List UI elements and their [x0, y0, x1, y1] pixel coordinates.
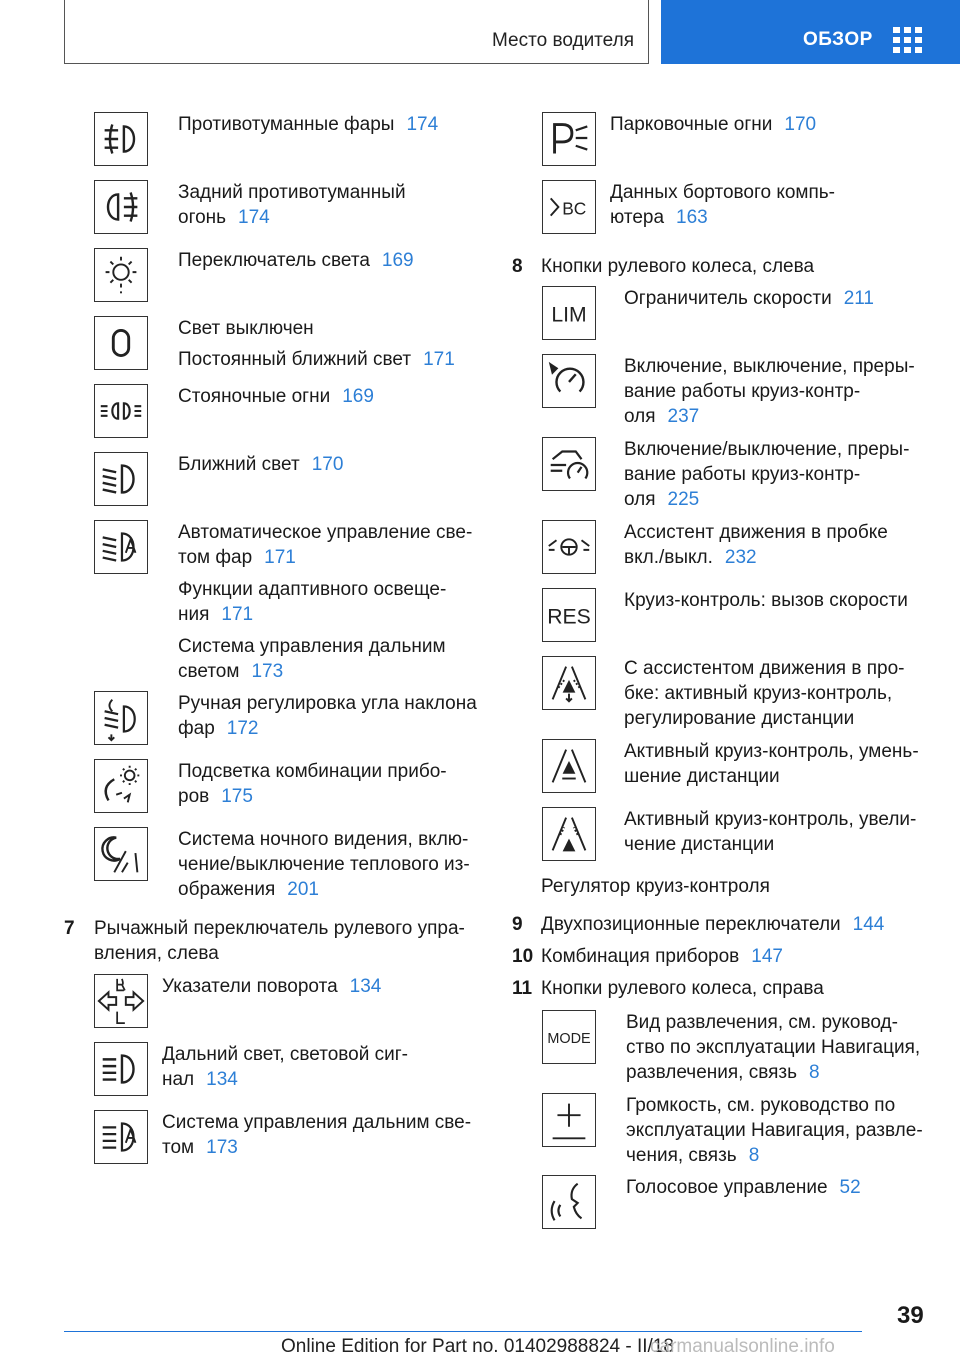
distance-decrease-icon [542, 739, 596, 793]
page-ref-link[interactable]: 52 [839, 1177, 861, 1198]
page-ref-link[interactable]: 232 [724, 547, 757, 568]
page-ref-link[interactable]: 169 [381, 250, 414, 271]
page-ref-link[interactable]: 8 [748, 1145, 760, 1166]
page-ref-link[interactable]: 134 [206, 1069, 238, 1090]
page-ref-link[interactable]: 173 [206, 1137, 238, 1158]
high-beam-icon [94, 1042, 148, 1096]
page-ref-link[interactable]: 170 [311, 454, 344, 475]
page-ref-link[interactable]: 174 [238, 207, 270, 228]
board-computer-text: Данных бортового компь- ютера 163 [610, 182, 835, 228]
volume-icon [542, 1093, 596, 1147]
voice-control-text: Голосовое управление 52 [626, 1177, 861, 1198]
res-button-icon [542, 588, 596, 642]
page-ref-link[interactable]: 172 [226, 718, 259, 739]
turn-signal-icon [94, 974, 148, 1028]
front-fog-light-text: Противотуманные фары 174 [178, 114, 439, 135]
page-ref-link[interactable]: 175 [221, 786, 253, 807]
item-number-9: 9 [512, 914, 523, 935]
instrument-lighting-icon [94, 759, 148, 813]
high-beam-assist-icon [94, 1110, 148, 1164]
voice-control-icon [542, 1175, 596, 1229]
low-beam-text: Ближний свет 170 [178, 454, 344, 475]
parking-lights-icon [94, 384, 148, 438]
light-off-text: Свет выключен [178, 318, 314, 339]
turn-signal-text: Указатели поворота 134 [162, 976, 382, 997]
high-beam-assist-text2: Система управления дальним све- том 173 [162, 1112, 472, 1158]
page-ref-link[interactable]: 147 [751, 946, 783, 967]
night-vision-icon [94, 827, 148, 881]
night-vision-text: Система ночного видения, вклю- чение/выключение теплового из- ображения 201 [178, 829, 470, 900]
page-ref-link[interactable]: 201 [287, 879, 319, 900]
item-number-10: 10 [512, 946, 534, 967]
cruise-control-icon [542, 354, 596, 408]
speed-limiter-text: Ограничитель скорости 211 [624, 288, 874, 309]
svg-text:BC: BC [562, 198, 587, 219]
front-fog-light-icon [94, 112, 148, 166]
active-cruise-text: Включение/выключение, преры- вание работы круиз-контр- оля 225 [624, 439, 910, 510]
distance-increase-icon [542, 807, 596, 861]
watermark: carmanualsonline.info [650, 1336, 835, 1357]
svg-text:RES: RES [547, 605, 591, 629]
page-ref-link[interactable]: 134 [349, 976, 382, 997]
high-beam-assist-text: Система управления дальним светом 173 [178, 636, 446, 682]
section-7-title: Рычажный переключатель рулевого упра- вления, слева [94, 918, 465, 964]
section-10-title: Комбинация приборов 147 [541, 946, 783, 967]
rear-fog-light-icon [94, 180, 148, 234]
section-8-title: Кнопки рулевого колеса, слева [541, 256, 815, 277]
parking-lights-text: Стояночные огни 169 [178, 386, 374, 407]
lim-button-icon [542, 286, 596, 340]
high-beam-text: Дальний свет, световой сиг- нал 134 [162, 1044, 408, 1090]
page-ref-link[interactable]: 237 [667, 406, 700, 427]
volume-text: Громкость, см. руководство по эксплуатации Навигация, развле- чения, связь 8 [626, 1095, 923, 1166]
light-off-zero-icon [94, 316, 148, 370]
section-11-title: Кнопки рулевого колеса, справа [541, 978, 824, 999]
distance-control-icon [542, 656, 596, 710]
page-ref-link[interactable]: 174 [406, 114, 439, 135]
page-ref-link[interactable]: 169 [342, 386, 374, 407]
page-ref-link[interactable]: 171 [423, 349, 455, 370]
page-ref-link[interactable]: 171 [264, 547, 296, 568]
item-number-8: 8 [512, 256, 523, 277]
chapter-tab[interactable] [661, 0, 960, 64]
page-ref-link[interactable]: 170 [784, 114, 817, 135]
item-number-7: 7 [64, 918, 75, 939]
section-title: Место водителя [492, 30, 634, 51]
daytime-low-beam-text: Постоянный ближний свет 171 [178, 349, 455, 370]
resume-speed-text: Круиз-контроль: вызов скорости [624, 590, 908, 611]
cruise-on-off-text: Включение, выключение, преры- вание работы круиз-контр- оля 237 [624, 356, 915, 427]
chapter-title: ОБЗОР [803, 29, 873, 50]
svg-text:MODE: MODE [547, 1030, 591, 1047]
distance-control-text: С ассистентом движения в про- бке: активный круиз-контроль, регулирование дистанции [624, 658, 905, 729]
active-cruise-icon [542, 437, 596, 491]
board-computer-icon [542, 180, 596, 234]
rear-fog-light-text: Задний противотуманный огонь 174 [178, 182, 406, 228]
light-switch-icon [94, 248, 148, 302]
section-9-title: Двухпозиционные переключатели 144 [541, 914, 885, 935]
headlight-range-text: Ручная регулировка угла наклона фар 172 [178, 693, 477, 739]
header-section-box [64, 0, 649, 64]
page-ref-link[interactable]: 171 [221, 604, 254, 625]
page-ref-link[interactable]: 144 [852, 914, 885, 935]
entertainment-text: Вид развлечения, см. руковод- ство по эксплуатации Навигация, развлечения, связь 8 [626, 1012, 921, 1083]
page-number: 39 [897, 1302, 924, 1329]
grid-menu-icon[interactable] [893, 27, 923, 53]
item-number-11: 11 [512, 978, 533, 999]
distance-decrease-text: Активный круиз-контроль, умень- шение дистанции [624, 741, 919, 787]
cruise-regulator-text: Регулятор круиз-контроля [541, 876, 770, 897]
parking-light-text: Парковочные огни 170 [610, 114, 817, 135]
footer-edition: Online Edition for Part no. 01402988824 - II/18 [281, 1336, 674, 1357]
adaptive-light-text: Функции адаптивного освеще- ния 171 [178, 579, 447, 625]
page-ref-link[interactable]: 211 [843, 288, 874, 309]
footer-divider [64, 1331, 862, 1332]
page-ref-link[interactable]: 163 [676, 207, 708, 228]
mode-button-icon [542, 1010, 596, 1064]
distance-increase-text: Активный круиз-контроль, увели- чение дистанции [624, 809, 917, 855]
auto-headlight-icon [94, 520, 148, 574]
auto-headlight-text: Автоматическое управление све- том фар 171 [178, 522, 473, 568]
page-ref-link[interactable]: 173 [251, 661, 284, 682]
instrument-lighting-text: Подсветка комбинации прибо- ров 175 [178, 761, 447, 807]
parking-lights-p-icon [542, 112, 596, 166]
traffic-jam-text: Ассистент движения в пробке вкл./выкл. 232 [624, 522, 888, 568]
page-ref-link[interactable]: 225 [667, 489, 700, 510]
page-ref-link[interactable]: 8 [809, 1062, 820, 1083]
low-beam-icon [94, 452, 148, 506]
headlight-range-icon [94, 691, 148, 745]
traffic-jam-assist-icon [542, 520, 596, 574]
svg-text:LIM: LIM [551, 303, 587, 327]
light-switch-text: Переключатель света 169 [178, 250, 414, 271]
